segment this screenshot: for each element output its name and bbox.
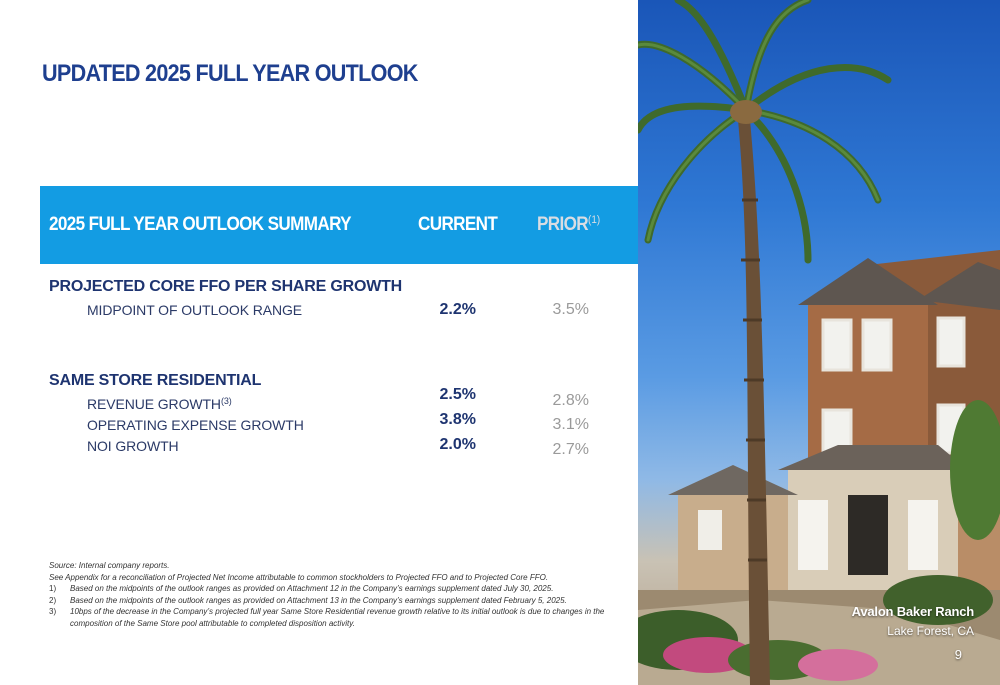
row-label-noi-growth: NOI GROWTH xyxy=(87,438,179,454)
page-number: 9 xyxy=(954,647,962,662)
value-prior-revenue: 2.8% xyxy=(552,392,589,409)
footnotes xyxy=(49,560,609,630)
photo-caption-title: Avalon Baker Ranch xyxy=(851,604,974,619)
footnote-item: 1) Based on the midpoints of the outlook ranges as provided on Attachment 12 in the Company’s earnings supplement dated July 30, 2025. xyxy=(49,584,554,594)
property-photo xyxy=(638,0,1000,685)
footnote-source: Source: Internal company reports. xyxy=(49,561,170,570)
row-label-opex-growth: OPERATING EXPENSE GROWTH xyxy=(87,417,304,433)
header-current: CURRENT xyxy=(418,214,498,235)
header-prior: PRIOR$^{(1)}$ xyxy=(537,214,601,235)
footnote-item: 2) Based on the midpoints of the outlook ranges as provided on Attachment 13 in the Company’s earnings supplement dated February 5, 2025. xyxy=(49,595,567,605)
value-current-opex: 3.8% xyxy=(439,411,476,428)
header-summary: 2025 FULL YEAR OUTLOOK SUMMARY xyxy=(49,214,351,235)
value-current-revenue: 2.5% xyxy=(439,386,476,403)
value-prior-midpoint: 3.5% xyxy=(552,301,589,318)
value-prior-noi: 2.7% xyxy=(552,441,589,458)
photo-caption-location: Lake Forest, CA xyxy=(887,624,974,638)
page-title: UPDATED 2025 FULL YEAR OUTLOOK xyxy=(42,60,418,87)
section-title-core-ffo: PROJECTED CORE FFO PER SHARE GROWTH xyxy=(49,278,403,295)
footnote-ref: (3) xyxy=(220,396,232,406)
row-label-midpoint: MIDPOINT OF OUTLOOK RANGE xyxy=(87,302,303,318)
footnote-item: 3) 10bps of the decrease in the Company’s projected full year Same Store Residential revenue growth relative to its initial outlook is due to changes in the composition of the Same Store pool attributable to completed disposition activity. xyxy=(49,607,605,628)
value-current-midpoint: 2.2% xyxy=(439,301,476,318)
footnote-ref: (1) xyxy=(588,214,601,226)
row-label-revenue-growth: REVENUE GROWTH$^{(3)}$ xyxy=(87,396,232,412)
photo-illustration xyxy=(638,0,1000,685)
section-title-same-store: SAME STORE RESIDENTIAL xyxy=(49,372,262,389)
value-prior-opex: 3.1% xyxy=(552,416,589,433)
value-current-noi: 2.0% xyxy=(439,436,476,453)
footnote-appendix: See Appendix for a reconciliation of Projected Net Income attributable to common stockholders to Projected FFO and to Projected Core FFO. xyxy=(49,572,549,582)
